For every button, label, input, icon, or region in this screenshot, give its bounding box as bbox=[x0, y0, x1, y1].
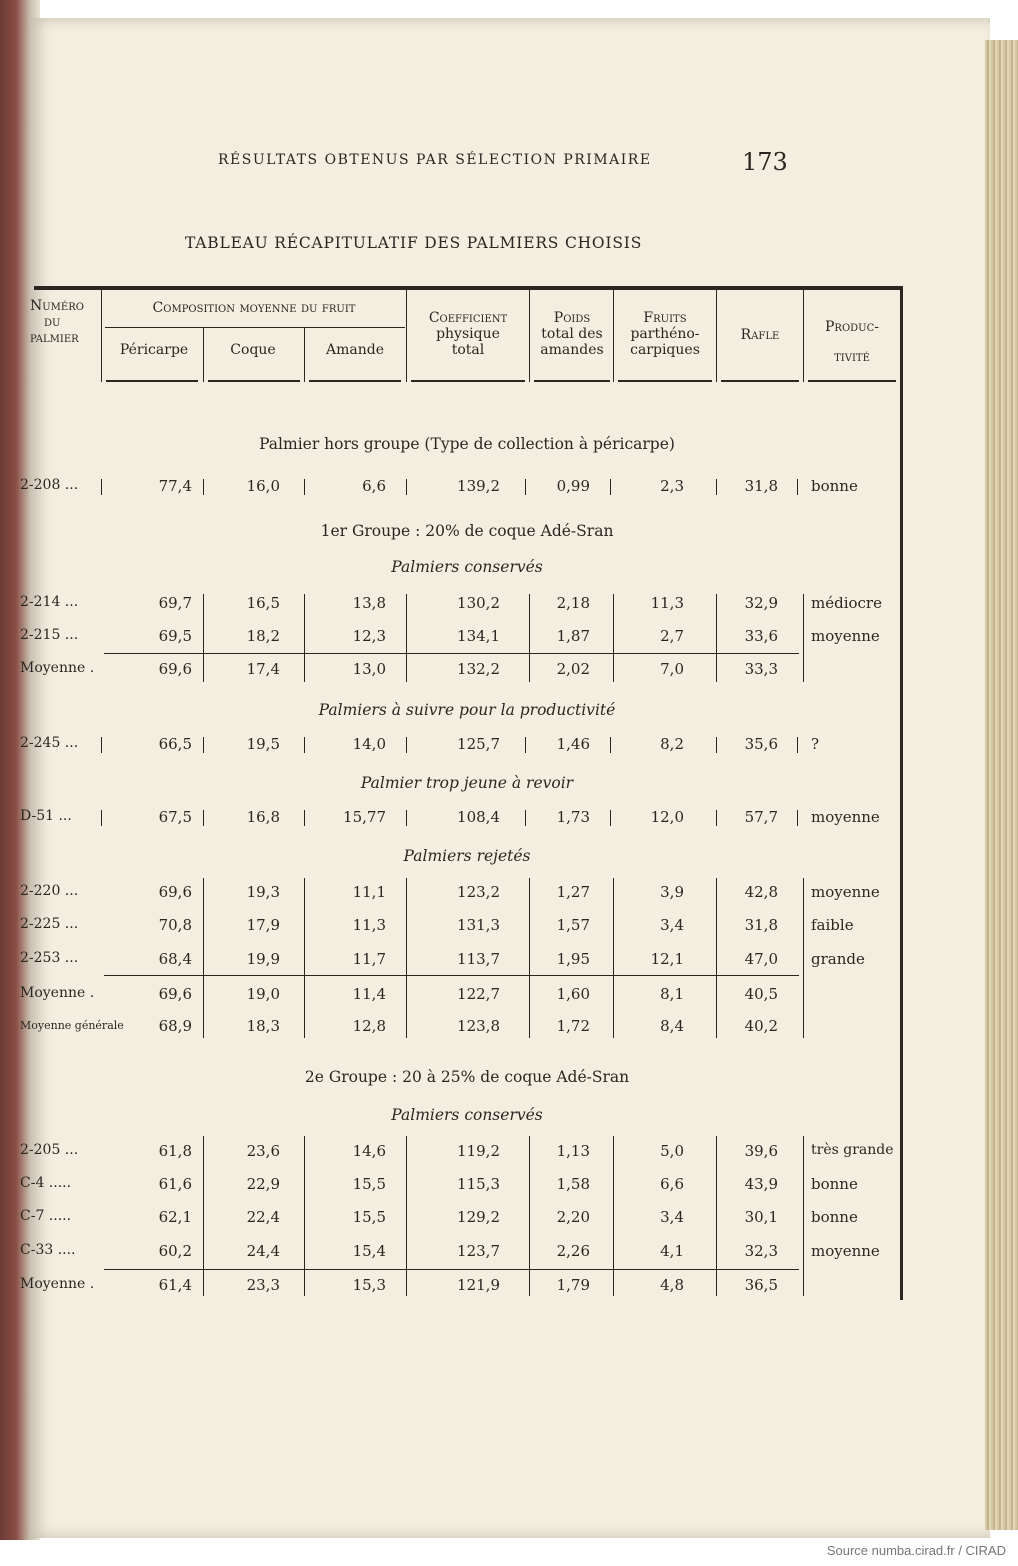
page-edges bbox=[985, 40, 1018, 1530]
cell-rafle: 31,8 bbox=[744, 477, 778, 495]
separator-bar bbox=[716, 810, 717, 826]
cell-fruits: 8,4 bbox=[660, 1017, 684, 1035]
cell-coque: 17,9 bbox=[246, 916, 280, 934]
cell-poids: 1,46 bbox=[556, 735, 590, 753]
cell-poids: 1,72 bbox=[556, 1017, 590, 1035]
col-poids: Poids total des amandes bbox=[540, 310, 604, 358]
cell-amande: 15,5 bbox=[352, 1208, 386, 1226]
cell-amande: 13,0 bbox=[352, 660, 386, 678]
cell-coque: 16,8 bbox=[246, 808, 280, 826]
grid-rule bbox=[803, 594, 804, 682]
grid-rule bbox=[803, 1136, 804, 1296]
cell-amande: 15,3 bbox=[352, 1276, 386, 1294]
separator-bar bbox=[406, 479, 407, 495]
cell-coque: 17,4 bbox=[246, 660, 280, 678]
cell-pericarpe: 69,6 bbox=[158, 660, 192, 678]
cell-coque: 22,9 bbox=[246, 1175, 280, 1193]
header-rule bbox=[411, 380, 525, 382]
section-g1-suivre: Palmiers à suivre pour la productivité bbox=[318, 701, 616, 719]
cell-coefficient: 121,9 bbox=[457, 1276, 500, 1294]
grid-rule bbox=[104, 975, 799, 976]
section-g1-jeune: Palmier trop jeune à revoir bbox=[360, 774, 574, 792]
cell-productivite: bonne bbox=[811, 1175, 858, 1193]
cell-pericarpe: 69,7 bbox=[158, 594, 192, 612]
cell-coefficient: 131,3 bbox=[457, 916, 500, 934]
cell-coque: 19,0 bbox=[246, 985, 280, 1003]
separator-bar bbox=[101, 810, 102, 826]
cell-amande: 15,5 bbox=[352, 1175, 386, 1193]
row-label: Moyenne . bbox=[20, 1276, 95, 1292]
cell-rafle: 33,3 bbox=[744, 660, 778, 678]
header-rule bbox=[808, 380, 896, 382]
cell-productivite: grande bbox=[811, 950, 865, 968]
separator-bar bbox=[304, 737, 305, 753]
row-label: Moyenne . bbox=[20, 985, 95, 1001]
cell-productivite: très grande bbox=[811, 1142, 894, 1158]
cell-pericarpe: 62,1 bbox=[158, 1208, 192, 1226]
cell-coefficient: 134,1 bbox=[457, 627, 500, 645]
col-pericarpe: Péricarpe bbox=[119, 342, 189, 358]
row-label: 2-214 ... bbox=[20, 594, 79, 610]
cell-fruits: 8,2 bbox=[660, 735, 684, 753]
separator-bar bbox=[525, 737, 526, 753]
cell-coque: 24,4 bbox=[246, 1242, 280, 1260]
col-amande: Amande bbox=[326, 342, 384, 358]
cell-poids: 1,13 bbox=[556, 1142, 590, 1160]
separator-bar bbox=[203, 737, 204, 753]
cell-coque: 23,3 bbox=[246, 1276, 280, 1294]
cell-coefficient: 125,7 bbox=[457, 735, 500, 753]
grid-rule bbox=[104, 653, 799, 654]
cell-coque: 19,5 bbox=[246, 735, 280, 753]
cell-poids: 1,87 bbox=[556, 627, 590, 645]
separator-bar bbox=[203, 810, 204, 826]
row-label: 2-208 ... bbox=[20, 477, 79, 493]
cell-rafle: 43,9 bbox=[744, 1175, 778, 1193]
separator-bar bbox=[610, 737, 611, 753]
cell-pericarpe: 61,8 bbox=[158, 1142, 192, 1160]
row-label: C-7 ..... bbox=[20, 1208, 72, 1224]
cell-coque: 22,4 bbox=[246, 1208, 280, 1226]
separator-bar bbox=[406, 810, 407, 826]
section-groupe2: 2e Groupe : 20 à 25% de coque Adé-Sran bbox=[304, 1068, 630, 1086]
cell-rafle: 30,1 bbox=[744, 1208, 778, 1226]
cell-amande: 13,8 bbox=[352, 594, 386, 612]
separator-bar bbox=[716, 479, 717, 495]
cell-amande: 14,6 bbox=[352, 1142, 386, 1160]
separator-bar bbox=[797, 737, 798, 753]
cell-pericarpe: 66,5 bbox=[158, 735, 192, 753]
row-label: 2-215 ... bbox=[20, 627, 79, 643]
cell-productivite: moyenne bbox=[811, 883, 880, 901]
cell-amande: 14,0 bbox=[352, 735, 386, 753]
col-productivite: Produc- tivité bbox=[825, 319, 879, 365]
cell-productivite: bonne bbox=[811, 1208, 858, 1226]
cell-amande: 11,4 bbox=[352, 985, 386, 1003]
grid-rule bbox=[304, 594, 305, 682]
row-label: 2-225 ... bbox=[20, 916, 79, 932]
page-number: 173 bbox=[742, 148, 788, 176]
cell-coque: 16,5 bbox=[246, 594, 280, 612]
cell-rafle: 31,8 bbox=[744, 916, 778, 934]
cell-fruits: 7,0 bbox=[660, 660, 684, 678]
header-rule bbox=[309, 380, 401, 382]
cell-pericarpe: 69,5 bbox=[158, 627, 192, 645]
cell-fruits: 12,0 bbox=[650, 808, 684, 826]
cell-fruits: 8,1 bbox=[660, 985, 684, 1003]
cell-fruits: 12,1 bbox=[650, 950, 684, 968]
cell-poids: 2,02 bbox=[556, 660, 590, 678]
row-label: 2-205 ... bbox=[20, 1142, 79, 1158]
cell-poids: 0,99 bbox=[556, 477, 590, 495]
cell-coefficient: 115,3 bbox=[457, 1175, 500, 1193]
cell-coque: 18,3 bbox=[246, 1017, 280, 1035]
cell-fruits: 2,7 bbox=[660, 627, 684, 645]
cell-fruits: 5,0 bbox=[660, 1142, 684, 1160]
cell-amande: 15,4 bbox=[352, 1242, 386, 1260]
separator-bar bbox=[101, 737, 102, 753]
cell-rafle: 32,9 bbox=[744, 594, 778, 612]
header-rule bbox=[208, 380, 300, 382]
separator-bar bbox=[797, 810, 798, 826]
cell-coefficient: 123,8 bbox=[457, 1017, 500, 1035]
cell-rafle: 40,5 bbox=[744, 985, 778, 1003]
cell-coefficient: 113,7 bbox=[457, 950, 500, 968]
col-coque: Coque bbox=[230, 342, 276, 358]
cell-pericarpe: 60,2 bbox=[158, 1242, 192, 1260]
section-g1-conserves: Palmiers conservés bbox=[391, 558, 543, 576]
col-fruits: Fruits parthéno- carpiques bbox=[630, 310, 700, 358]
cell-poids: 1,27 bbox=[556, 883, 590, 901]
cell-poids: 2,26 bbox=[556, 1242, 590, 1260]
cell-pericarpe: 70,8 bbox=[158, 916, 192, 934]
separator-bar bbox=[525, 479, 526, 495]
cell-rafle: 39,6 bbox=[744, 1142, 778, 1160]
cell-coefficient: 129,2 bbox=[457, 1208, 500, 1226]
cell-productivite: médiocre bbox=[811, 594, 882, 612]
grid-rule bbox=[406, 878, 407, 1038]
row-label: 2-245 ... bbox=[20, 735, 79, 751]
header-rule bbox=[716, 290, 717, 382]
col-numero: Numéro du palmier bbox=[30, 298, 84, 346]
cell-pericarpe: 68,9 bbox=[158, 1017, 192, 1035]
cell-poids: 2,20 bbox=[556, 1208, 590, 1226]
source-credit: Source numba.cirad.fr / CIRAD bbox=[826, 1543, 1006, 1558]
cell-amande: 6,6 bbox=[362, 477, 386, 495]
cell-productivite: bonne bbox=[811, 477, 858, 495]
cell-pericarpe: 61,4 bbox=[158, 1276, 192, 1294]
cell-poids: 1,95 bbox=[556, 950, 590, 968]
header-rule bbox=[304, 328, 305, 382]
separator-bar bbox=[797, 479, 798, 495]
separator-bar bbox=[610, 810, 611, 826]
cell-fruits: 4,1 bbox=[660, 1242, 684, 1260]
separator-bar bbox=[101, 479, 102, 495]
cell-coefficient: 122,7 bbox=[457, 985, 500, 1003]
header-rule bbox=[203, 328, 204, 382]
row-label: D-51 ... bbox=[20, 808, 72, 824]
cell-amande: 11,1 bbox=[352, 883, 386, 901]
cell-rafle: 42,8 bbox=[744, 883, 778, 901]
cell-fruits: 2,3 bbox=[660, 477, 684, 495]
cell-coefficient: 123,2 bbox=[457, 883, 500, 901]
cell-fruits: 6,6 bbox=[660, 1175, 684, 1193]
cell-poids: 1,79 bbox=[556, 1276, 590, 1294]
cell-poids: 1,73 bbox=[556, 808, 590, 826]
cell-rafle: 47,0 bbox=[744, 950, 778, 968]
separator-bar bbox=[304, 810, 305, 826]
cell-fruits: 3,9 bbox=[660, 883, 684, 901]
cell-fruits: 4,8 bbox=[660, 1276, 684, 1294]
composition-underline bbox=[105, 327, 405, 328]
cell-rafle: 32,3 bbox=[744, 1242, 778, 1260]
cell-amande: 11,7 bbox=[352, 950, 386, 968]
cell-rafle: 33,6 bbox=[744, 627, 778, 645]
cell-fruits: 3,4 bbox=[660, 1208, 684, 1226]
header-rule bbox=[618, 380, 712, 382]
header-rule bbox=[534, 380, 610, 382]
cell-pericarpe: 69,6 bbox=[158, 883, 192, 901]
separator-bar bbox=[406, 737, 407, 753]
cell-productivite: faible bbox=[811, 916, 854, 934]
header-rule bbox=[529, 290, 530, 382]
cell-productivite: moyenne bbox=[811, 1242, 880, 1260]
grid-rule bbox=[304, 878, 305, 1038]
cell-rafle: 57,7 bbox=[744, 808, 778, 826]
cell-coque: 16,0 bbox=[246, 477, 280, 495]
cell-productivite: ? bbox=[811, 735, 820, 753]
header-rule bbox=[721, 380, 799, 382]
table-title: TABLEAU RÉCAPITULATIF DES PALMIERS CHOISIS bbox=[185, 234, 643, 252]
grid-rule bbox=[104, 1269, 799, 1270]
cell-rafle: 35,6 bbox=[744, 735, 778, 753]
row-label: 2-253 ... bbox=[20, 950, 79, 966]
cell-pericarpe: 77,4 bbox=[158, 477, 192, 495]
separator-bar bbox=[203, 479, 204, 495]
cell-amande: 11,3 bbox=[352, 916, 386, 934]
row-label: 2-220 ... bbox=[20, 883, 79, 899]
cell-pericarpe: 61,6 bbox=[158, 1175, 192, 1193]
cell-coefficient: 130,2 bbox=[457, 594, 500, 612]
cell-coefficient: 123,7 bbox=[457, 1242, 500, 1260]
separator-bar bbox=[304, 479, 305, 495]
section-hors-groupe: Palmier hors groupe (Type de collection à péricarpe) bbox=[259, 435, 675, 453]
cell-coque: 19,9 bbox=[246, 950, 280, 968]
cell-productivite: moyenne bbox=[811, 627, 880, 645]
section-g1-rejetes: Palmiers rejetés bbox=[403, 847, 531, 865]
running-title: RÉSULTATS OBTENUS PAR SÉLECTION PRIMAIRE bbox=[218, 152, 652, 168]
header-rule bbox=[803, 290, 804, 382]
separator-bar bbox=[716, 737, 717, 753]
cell-coefficient: 108,4 bbox=[457, 808, 500, 826]
grid-rule bbox=[406, 594, 407, 682]
row-label: C-4 ..... bbox=[20, 1175, 72, 1191]
cell-coque: 19,3 bbox=[246, 883, 280, 901]
header-rule bbox=[101, 290, 102, 382]
cell-pericarpe: 67,5 bbox=[158, 808, 192, 826]
cell-fruits: 11,3 bbox=[650, 594, 684, 612]
header-rule bbox=[406, 290, 407, 382]
header-rule bbox=[613, 290, 614, 382]
cell-amande: 15,77 bbox=[343, 808, 386, 826]
cell-productivite: moyenne bbox=[811, 808, 880, 826]
cell-fruits: 3,4 bbox=[660, 916, 684, 934]
section-groupe1: 1er Groupe : 20% de coque Adé-Sran bbox=[320, 522, 614, 540]
header-rule bbox=[106, 380, 198, 382]
col-rafle: Rafle bbox=[740, 327, 780, 343]
cell-coefficient: 139,2 bbox=[457, 477, 500, 495]
grid-rule bbox=[803, 878, 804, 1038]
col-composition: Composition moyenne du fruit bbox=[152, 300, 356, 316]
cell-poids: 1,60 bbox=[556, 985, 590, 1003]
cell-poids: 2,18 bbox=[556, 594, 590, 612]
cell-coque: 23,6 bbox=[246, 1142, 280, 1160]
cell-coque: 18,2 bbox=[246, 627, 280, 645]
row-label: C-33 .... bbox=[20, 1242, 76, 1258]
grid-rule bbox=[304, 1136, 305, 1296]
section-g2-conserves: Palmiers conservés bbox=[391, 1106, 543, 1124]
cell-rafle: 40,2 bbox=[744, 1017, 778, 1035]
col-coefficient: Coefficient physique total bbox=[428, 310, 508, 358]
grid-rule bbox=[406, 1136, 407, 1296]
cell-poids: 1,57 bbox=[556, 916, 590, 934]
cell-amande: 12,3 bbox=[352, 627, 386, 645]
cell-poids: 1,58 bbox=[556, 1175, 590, 1193]
row-label: Moyenne . bbox=[20, 660, 95, 676]
separator-bar bbox=[525, 810, 526, 826]
row-label: Moyenne générale bbox=[20, 1019, 124, 1032]
cell-pericarpe: 69,6 bbox=[158, 985, 192, 1003]
cell-rafle: 36,5 bbox=[744, 1276, 778, 1294]
cell-pericarpe: 68,4 bbox=[158, 950, 192, 968]
cell-coefficient: 119,2 bbox=[457, 1142, 500, 1160]
cell-amande: 12,8 bbox=[352, 1017, 386, 1035]
separator-bar bbox=[610, 479, 611, 495]
cell-coefficient: 132,2 bbox=[457, 660, 500, 678]
